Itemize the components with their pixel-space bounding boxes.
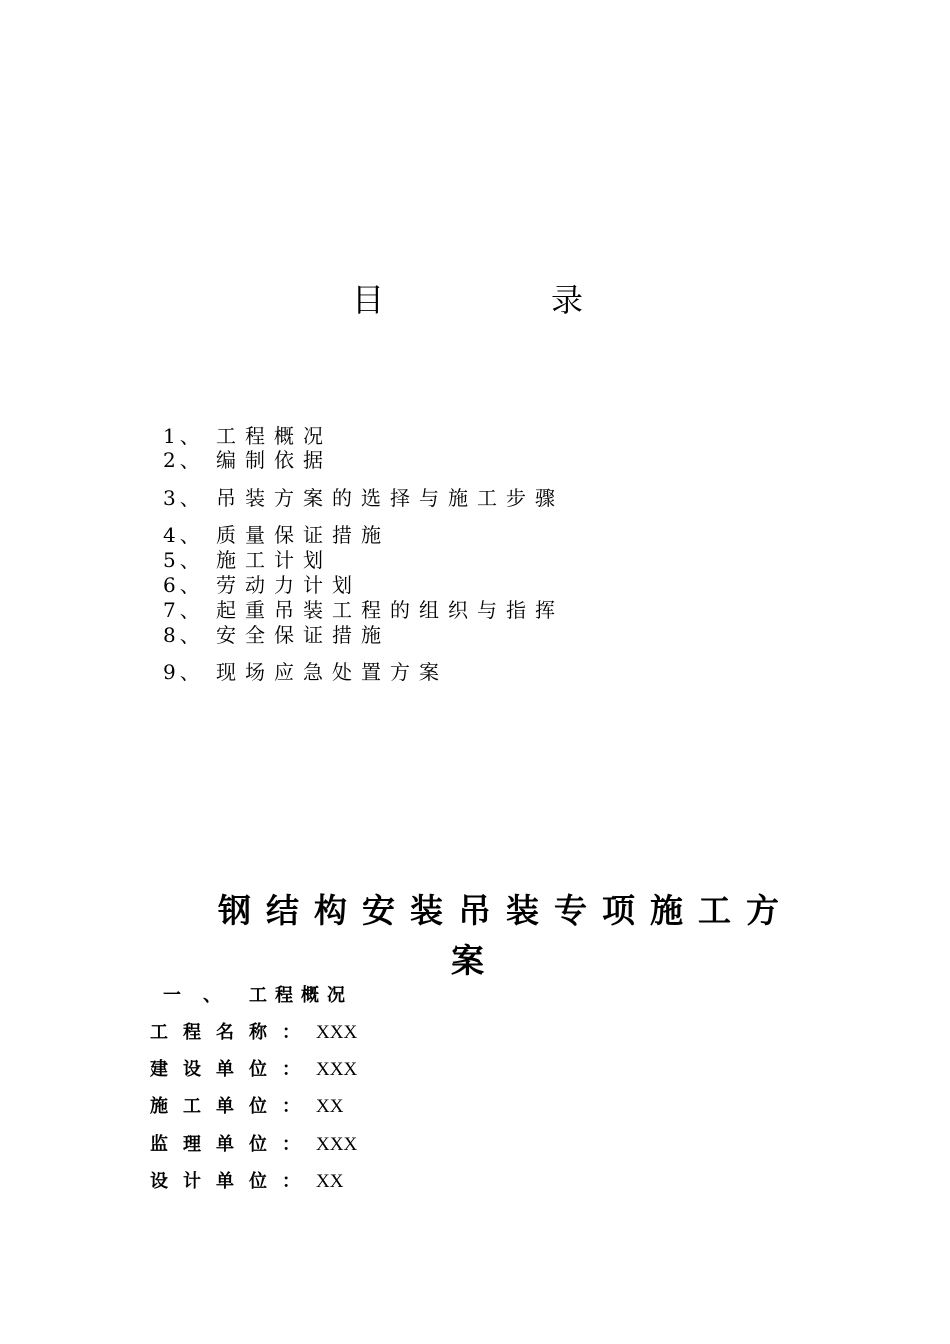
toc-item (163, 447, 332, 473)
toc-item (163, 547, 332, 573)
info-value: XX (316, 1171, 344, 1192)
info-label: 工程名称： (150, 1022, 315, 1043)
toc-item (163, 572, 361, 598)
toc-item (163, 622, 390, 648)
info-value: XX (316, 1096, 344, 1117)
info-label: 设计单位： (150, 1171, 315, 1192)
info-value: XXX (316, 1059, 358, 1080)
toc-item-text: 施工计划 (216, 548, 332, 572)
section-title: 工程概况 (249, 985, 353, 1006)
toc-item-number: 4、 (163, 523, 204, 547)
toc-item (163, 597, 564, 623)
toc-item-number: 5、 (163, 548, 204, 572)
toc-item-text: 现场应急处置方案 (216, 660, 448, 684)
info-value: XXX (316, 1134, 358, 1155)
toc-item-text: 工程概况 (216, 424, 332, 448)
toc-item-number: 3、 (163, 486, 204, 510)
toc-item-text: 劳动力计划 (216, 573, 361, 597)
document-title-line: 钢结构安装吊装专项施工方 (218, 891, 794, 930)
toc-item-text: 起重吊装工程的组织与指挥 (216, 598, 564, 622)
toc-item (163, 659, 448, 685)
toc-item-text: 质量保证措施 (216, 523, 390, 547)
document-title-line: 案 (451, 941, 499, 980)
toc-item-text: 编制依据 (216, 448, 332, 472)
toc-title (0, 278, 950, 322)
section-separator: 、 (203, 985, 221, 1006)
toc-item-text: 吊装方案的选择与施工步骤 (216, 486, 564, 510)
toc-title-char: 录 (551, 281, 584, 319)
info-row-designer (150, 1169, 343, 1195)
toc-item-number: 8、 (163, 623, 204, 647)
info-row-client (150, 1057, 357, 1083)
toc-item (163, 522, 390, 548)
info-label: 施工单位： (150, 1096, 315, 1117)
toc-item (163, 485, 564, 511)
info-value: XXX (316, 1022, 358, 1043)
info-row-supervisor (150, 1132, 357, 1158)
toc-item-text: 安全保证措施 (216, 623, 390, 647)
info-row-project-name (150, 1020, 357, 1046)
document-title (0, 886, 950, 986)
toc-item-number: 2、 (163, 448, 204, 472)
toc-item-number: 1、 (163, 424, 204, 448)
info-row-contractor (150, 1094, 343, 1120)
section-heading (163, 983, 353, 1009)
info-label: 监理单位： (150, 1134, 315, 1155)
toc-item (163, 423, 332, 449)
toc-item-number: 6、 (163, 573, 204, 597)
toc-item-number: 7、 (163, 598, 204, 622)
toc-item-number: 9、 (163, 660, 204, 684)
section-number: 一 (163, 985, 181, 1006)
info-label: 建设单位： (150, 1059, 315, 1080)
toc-title-char: 目 (352, 281, 385, 319)
